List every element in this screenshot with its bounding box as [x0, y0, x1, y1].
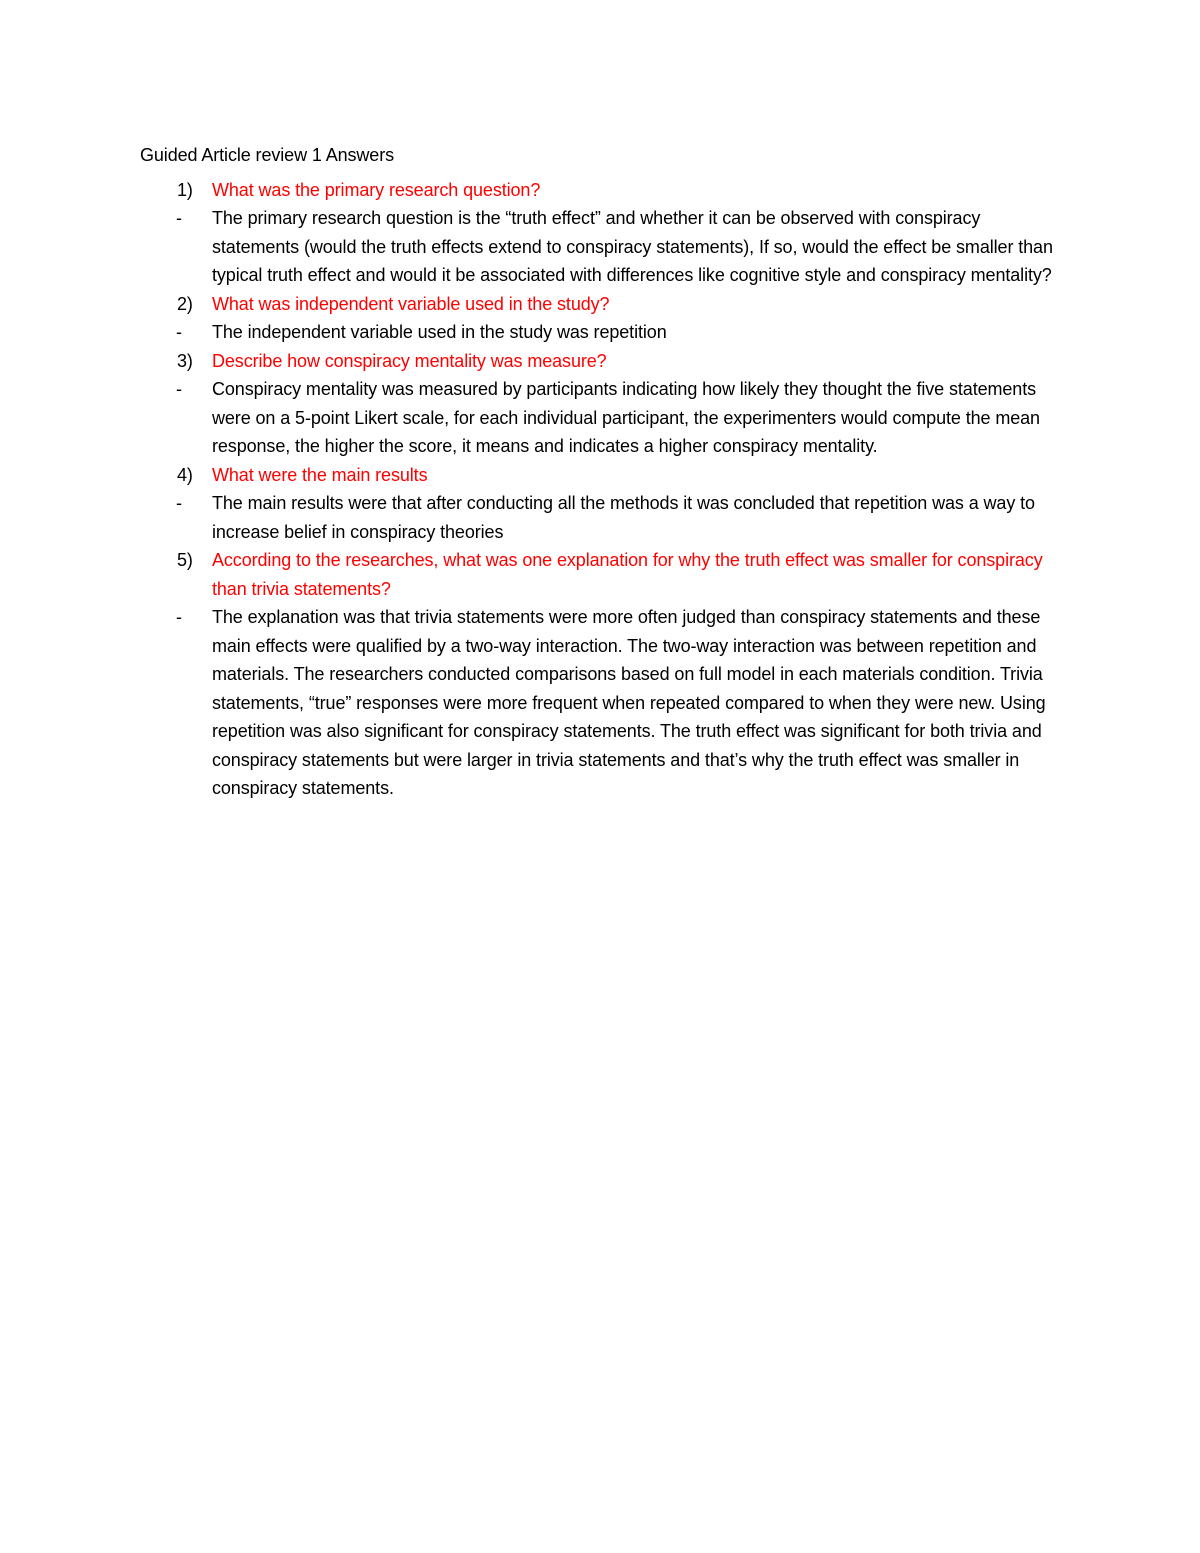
document-body — [140, 141, 1060, 803]
answer-row — [140, 318, 1060, 347]
answer-row — [140, 489, 1060, 546]
answer-dash: - — [176, 493, 182, 513]
answer-row — [140, 603, 1060, 803]
qa-item-5 — [140, 546, 1060, 803]
question-number: 5) — [177, 550, 193, 570]
answer-text: Conspiracy mentality was measured by participants indicating how likely they thought the five statements were on a 5-point Likert scale, for each individual participant, the experimenters would compute the mean response, the higher the score, it means and indicates a higher conspiracy mentality. — [212, 379, 1040, 456]
question-number: 4) — [177, 464, 193, 485]
answer-dash: - — [176, 322, 182, 342]
answer-row — [140, 375, 1060, 461]
qa-item-1 — [140, 176, 1060, 290]
question-text: Describe how conspiracy mentality was measure? — [212, 350, 607, 371]
qa-item-3 — [140, 347, 1060, 461]
answer-dash: - — [176, 607, 182, 627]
answer-row — [140, 204, 1060, 290]
question-text: What was the primary research question? — [212, 179, 541, 200]
question-row — [140, 546, 1060, 603]
answer-dash: - — [176, 379, 182, 399]
answer-dash: - — [176, 208, 182, 228]
question-text: What was independent variable used in the study? — [212, 293, 610, 314]
qa-item-4 — [140, 461, 1060, 547]
question-number: 3) — [177, 350, 193, 371]
question-row — [140, 176, 1060, 205]
qa-item-2 — [140, 290, 1060, 347]
question-text: According to the researches, what was one explanation for why the truth effect was smaller for conspiracy than trivia statements? — [212, 550, 1043, 599]
answer-text: The independent variable used in the study was repetition — [212, 322, 667, 342]
question-row — [140, 347, 1060, 376]
answer-text: The main results were that after conducting all the methods it was concluded that repetition was a way to increase belief in conspiracy theories — [212, 493, 1035, 542]
answer-text: The explanation was that trivia statements were more often judged than conspiracy statements and these main effects were qualified by a two-way interaction. The two-way interaction was between repetition and materials. The researchers conducted comparisons based on full model in each materials condition. Trivia statements, “true” responses were more frequent when repeated compared to when they were new. Using repetition was also significant for conspiracy statements. The truth effect was significant for both trivia and conspiracy statements but were larger in trivia statements and that’s why the truth effect was smaller in conspiracy statements. — [212, 607, 1046, 798]
question-number: 2) — [177, 293, 193, 314]
question-number: 1) — [177, 179, 193, 200]
document-title: Guided Article review 1 Answers — [140, 145, 395, 165]
answer-text: The primary research question is the “truth effect” and whether it can be observed with conspiracy statements (would the truth effects extend to conspiracy statements), If so, would the effect be smaller than typical truth effect and would it be associated with differences like cognitive style and conspiracy mentality? — [212, 208, 1053, 285]
question-text: What were the main results — [212, 464, 428, 485]
question-row — [140, 290, 1060, 319]
question-row — [140, 461, 1060, 490]
